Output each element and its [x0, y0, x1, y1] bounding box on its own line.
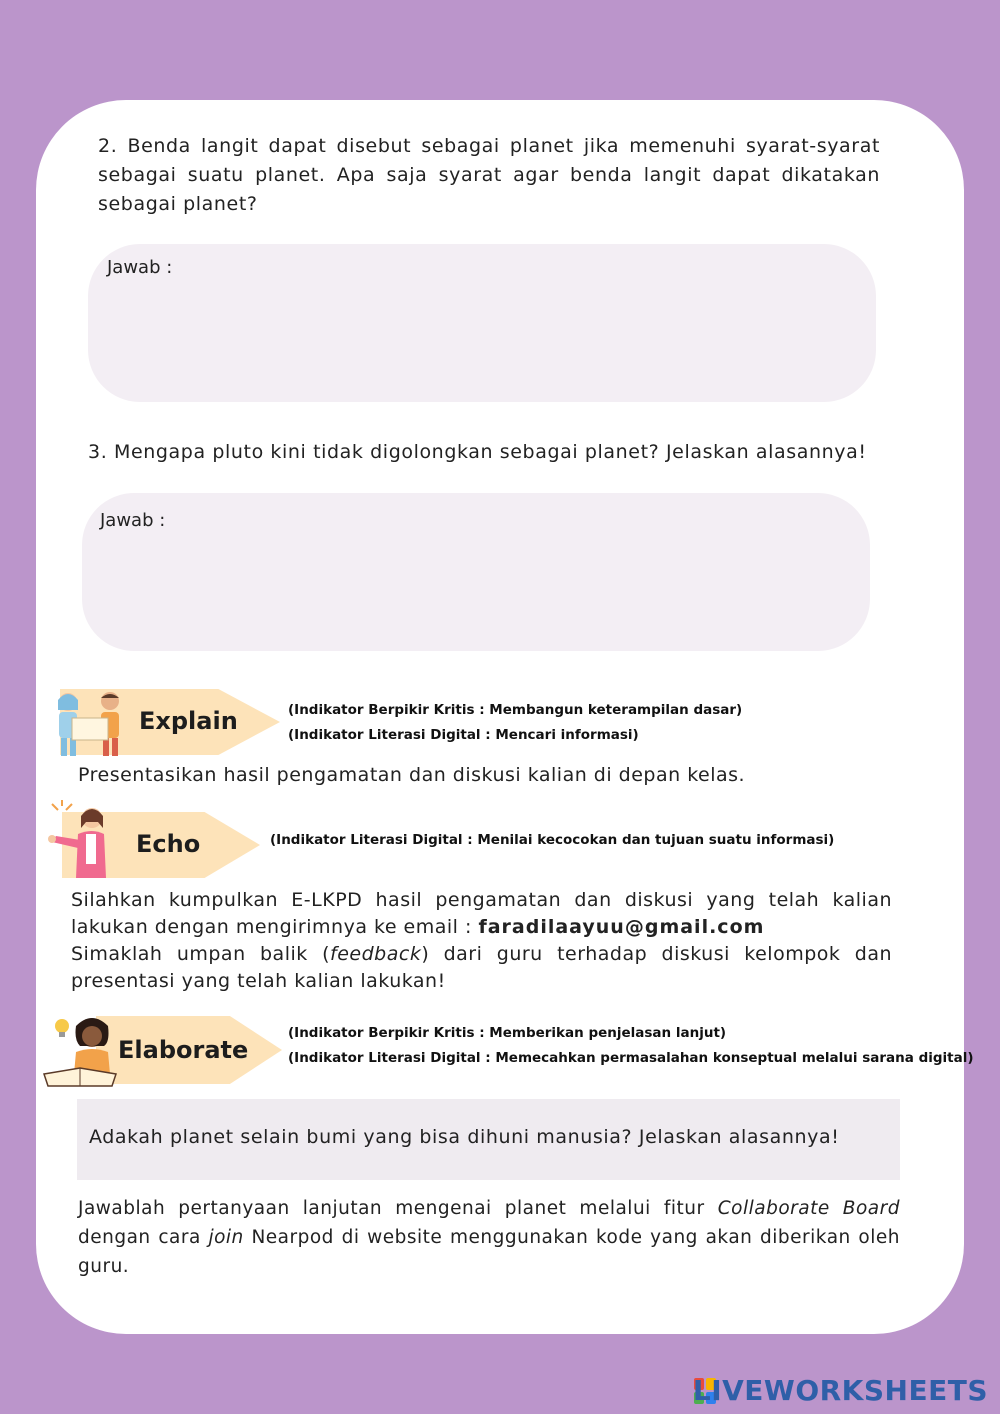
question-2-text: 2. Benda langit dapat disebut sebagai planet jika memenuhi syarat-syarat sebagai suatu planet. Apa saja syarat agar benda langit dapat dikatakan sebagai planet?: [98, 135, 880, 215]
echo-instruction-text: Silahkan kumpulkan E-LKPD hasil pengamatan dan diskusi yang telah kalian lakukan dengan mengirimnya ke email :: [71, 889, 892, 938]
echo-indicator-digital: (Indikator Literasi Digital : Menilai kecocokan dan tujuan suatu informasi): [270, 832, 835, 848]
elaborate-text-2: dengan cara: [78, 1227, 209, 1248]
answer-label: Jawab :: [107, 257, 173, 278]
liveworksheets-brand: LIVEWORKSHEETS: [692, 1374, 988, 1407]
explain-indicator-digital: (Indikator Literasi Digital : Mencari informasi): [288, 727, 639, 743]
feedback-italic: feedback: [330, 943, 422, 965]
question-3-text: 3. Mengapa pluto kini tidak digolongkan sebagai planet? Jelaskan alasannya!: [88, 441, 867, 463]
echo-instruction: [71, 887, 892, 995]
elaborate-instruction: [78, 1194, 900, 1281]
teacher-pointing-icon: [42, 800, 108, 880]
elaborate-text-3: Nearpod di website menggunakan kode yang akan diberikan oleh guru.: [78, 1227, 900, 1277]
elaborate-question: Adakah planet selain bumi yang bisa dihuni manusia? Jelaskan alasannya!: [89, 1126, 840, 1148]
answer-box-q3[interactable]: [82, 493, 870, 651]
student-idea-icon: [40, 1012, 118, 1088]
answer-label: Jawab :: [100, 510, 166, 531]
elaborate-indicator-critical: (Indikator Berpikir Kritis : Memberikan penjelasan lanjut): [288, 1025, 727, 1041]
feedback-text-end: ) dari guru terhadap diskusi kelompok dan presentasi yang telah kalian lakukan!: [71, 943, 892, 992]
collaborate-board-text: Collaborate Board: [717, 1198, 900, 1219]
answer-box-q2[interactable]: [88, 244, 876, 402]
explain-instruction: Presentasikan hasil pengamatan dan diskusi kalian di depan kelas.: [78, 764, 746, 786]
elaborate-question-box: [77, 1099, 900, 1180]
feedback-text-start: Simaklah umpan balik (: [71, 943, 331, 965]
explain-indicator-critical: (Indikator Berpikir Kritis : Membangun keterampilan dasar): [288, 702, 743, 718]
elaborate-text-1: Jawablah pertanyaan lanjutan mengenai planet melalui fitur: [78, 1198, 718, 1219]
email-address: faradilaayuu@gmail.com: [478, 916, 765, 938]
elaborate-label: Elaborate: [118, 1036, 249, 1064]
elaborate-indicator-digital: (Indikator Literasi Digital : Memecahkan permasalahan konseptual melalui sarana digital): [288, 1050, 974, 1066]
children-holding-paper-icon: [50, 690, 130, 762]
explain-label: Explain: [139, 707, 238, 735]
echo-label: Echo: [136, 830, 201, 858]
join-text: join: [208, 1227, 244, 1248]
